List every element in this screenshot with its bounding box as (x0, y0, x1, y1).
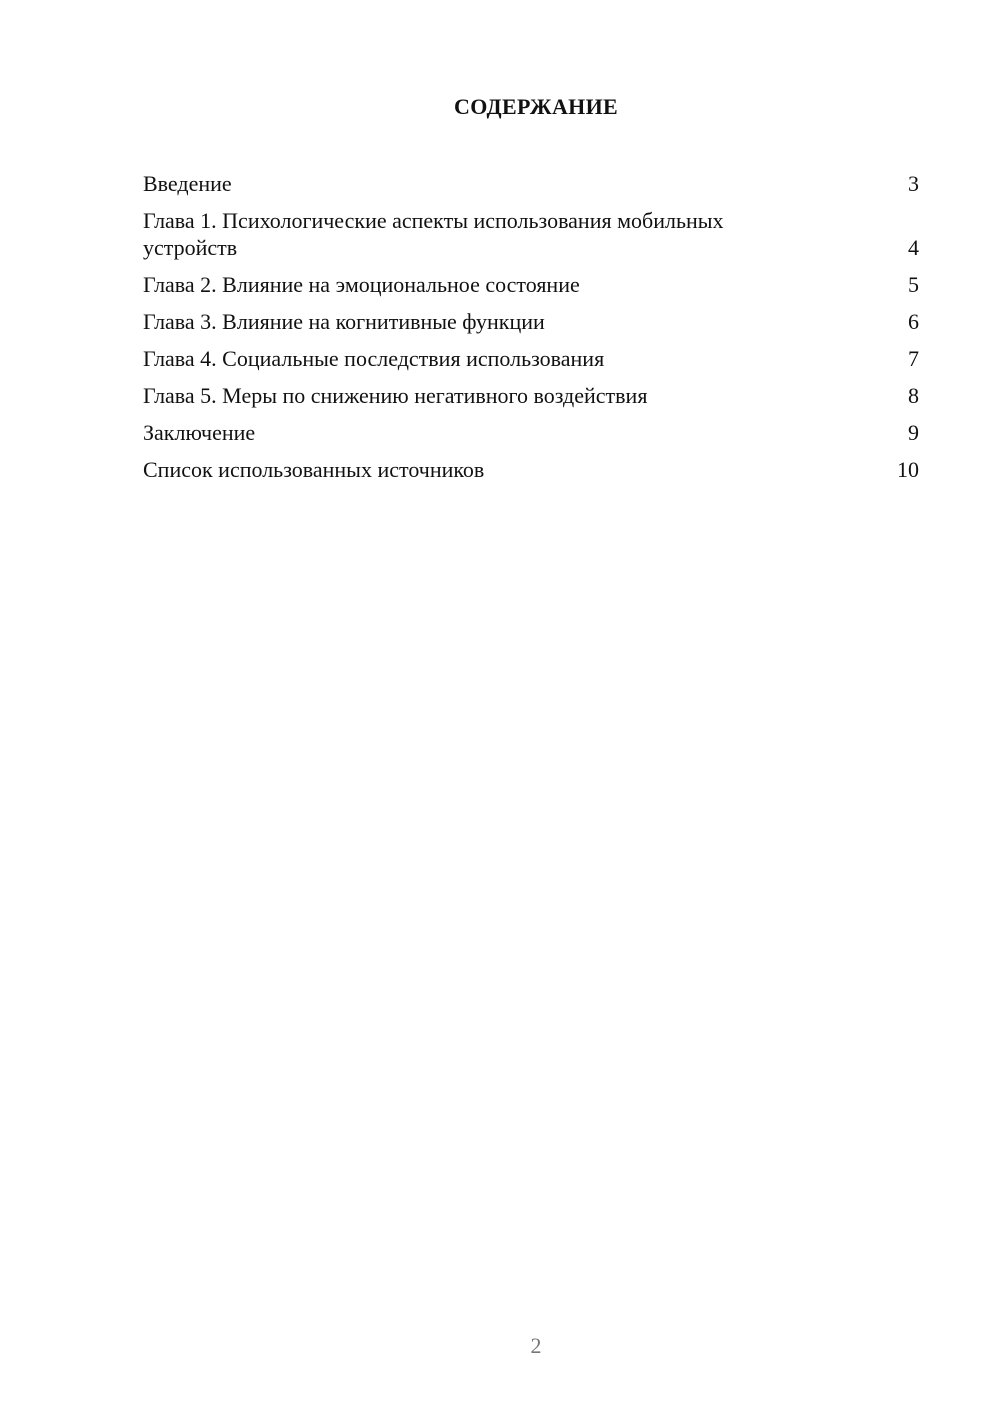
table-of-contents (143, 170, 919, 493)
toc-entry (143, 456, 919, 483)
toc-entry-title: Глава 4. Социальные последствия использования (143, 346, 605, 371)
toc-entry (143, 345, 919, 372)
toc-entry-page: 7 (908, 346, 919, 371)
toc-entry-page: 4 (908, 235, 919, 260)
toc-entry-title: Глава 5. Меры по снижению негативного воздействия (143, 383, 648, 408)
toc-entry (143, 382, 919, 409)
toc-entry-page: 3 (908, 171, 919, 196)
toc-entry (143, 308, 919, 335)
toc-entry (143, 271, 919, 298)
toc-entry (143, 170, 919, 197)
toc-entry-page: 10 (897, 457, 919, 482)
toc-entry-title: Глава 2. Влияние на эмоциональное состояние (143, 272, 580, 297)
toc-entry-title: Заключение (143, 420, 256, 445)
toc-entry-page: 6 (908, 309, 919, 334)
toc-entry-title: Глава 3. Влияние на когнитивные функции (143, 309, 545, 334)
page-number: 2 (530, 1333, 542, 1358)
toc-entry (143, 419, 919, 446)
toc-entry-title: Введение (143, 171, 232, 196)
toc-entry-page: 9 (908, 420, 919, 445)
toc-entry-title: Список использованных источников (143, 457, 485, 482)
toc-entry (143, 207, 919, 261)
toc-entry-page: 8 (908, 383, 919, 408)
page-title: СОДЕРЖАНИЕ (454, 94, 618, 119)
toc-entry-title: Глава 1. Психологические аспекты использования мобильных устройств (143, 208, 724, 260)
toc-entry-page: 5 (908, 272, 919, 297)
